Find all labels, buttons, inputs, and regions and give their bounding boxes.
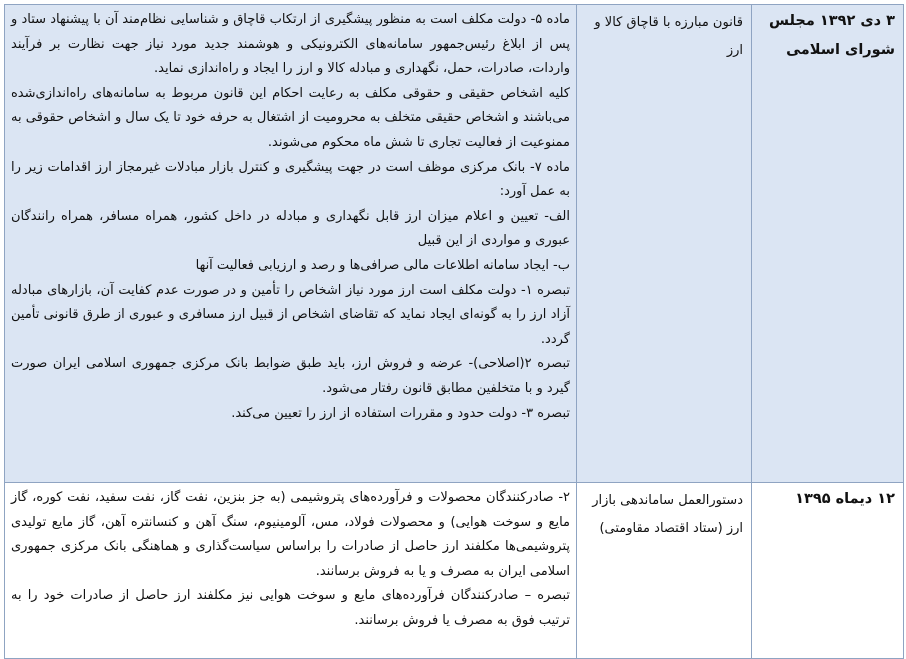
table-row [5,5,904,483]
law-title-cell: قانون مبارزه با قاچاق کالا و ارز [577,5,752,483]
provision-paragraph: ماده ۷- بانک مرکزی موظف است در جهت پیشگیری و کنترل بازار مبادلات غیرمجاز ارز اقدامات زیر را به عمل آورد: [11,159,570,200]
date-cell: ۱۲ دیماه ۱۳۹۵ [752,483,904,659]
provision-paragraph: تبصره ۲(اصلاحی)- عرضه و فروش ارز، باید طبق ضوابط بانک مرکزی جمهوری اسلامی ایران صورت گیرد و با متخلفین مطابق قانون رفتار می‌شود. [11,356,570,396]
regulations-table [4,4,904,659]
date-cell: ۳ دی ۱۳۹۲ مجلس شورای اسلامی [752,5,904,483]
law-title-cell: دستورالعمل ساماندهی بازار ارز (ستاد اقتصاد مقاومتی) [577,483,752,659]
provision-paragraph: الف- تعیین و اعلام میزان ارز قابل نگهداری و مبادله در داخل کشور، همراه مسافر، همراه رانندگان عبوری و مواردی از این قبیل [11,208,570,249]
provision-paragraph: ماده ۵- دولت مکلف است به منظور پیشگیری از ارتکاب قاچاق و شناسایی نظام‌مند آن با پیشنهاد ستاد و پس از ابلاغ رئیس‌جمهور سامانه‌های الکترونیکی و هوشمند جدید مورد نیاز جهت نظارت بر فرآیند واردات، صادرات، حمل، نگهداری و مبادله کالا و ارز را ایجاد و راه‌اندازی نماید. [11,12,570,77]
table-row [5,483,904,659]
provision-paragraph: ب- ایجاد سامانه اطلاعات مالی صرافی‌ها و رصد و ارزیابی فعالیت آنها [195,257,570,273]
provisions-cell [5,5,577,483]
provision-paragraph: ۲- صادرکنندگان محصولات و فرآورده‌های پتروشیمی (به جز بنزین، نفت گاز، نفت سفید، نفت کوره، گاز مایع و سوخت هوایی) و محصولات فولاد، مس، آلومینیوم، سنگ آهن و کنسانتره آهن، گاز مایع تولیدی پتروشیمی‌ها مکلفند ارز حاصل از صادرات را براساس سیاست‌گذاری و هماهنگی بانک مرکزی جمهوری اسلامی ایران به مصرف و یا به فروش برسانند. [11,490,570,579]
provision-paragraph: تبصره ۱- دولت مکلف است ارز مورد نیاز اشخاص را تأمین و در صورت عدم کفایت آن، بازارهای مبادله آزاد ارز را به گونه‌ای ایجاد نماید که تقاضای اشخاص از قبیل ارز مسافری و عبوری از طرق قانونی تأمین گردد. [11,282,570,347]
provisions-cell [5,483,577,659]
provision-paragraph: تبصره – صادرکنندگان فرآورده‌های مایع و سوخت هوایی نیز مکلفند ارز حاصل از صادرات خود را به ترتیب فوق به مصرف یا فروش برسانند. [11,588,570,628]
provision-paragraph: تبصره ۳- دولت حدود و مقررات استفاده از ارز را تعیین می‌کند. [231,405,570,421]
provision-paragraph: کلیه اشخاص حقیقی و حقوقی مکلف به رعایت احکام این قانون مربوط به سامانه‌های راه‌اندازی‌شده می‌باشند و اشخاص حقیقی متخلف به محرومیت از اشتغال به حرفه خود تا یک سال و اشخاص حقوقی به ممنوعیت از فعالیت تجاری تا شش ماه محکوم می‌شوند. [11,85,570,150]
